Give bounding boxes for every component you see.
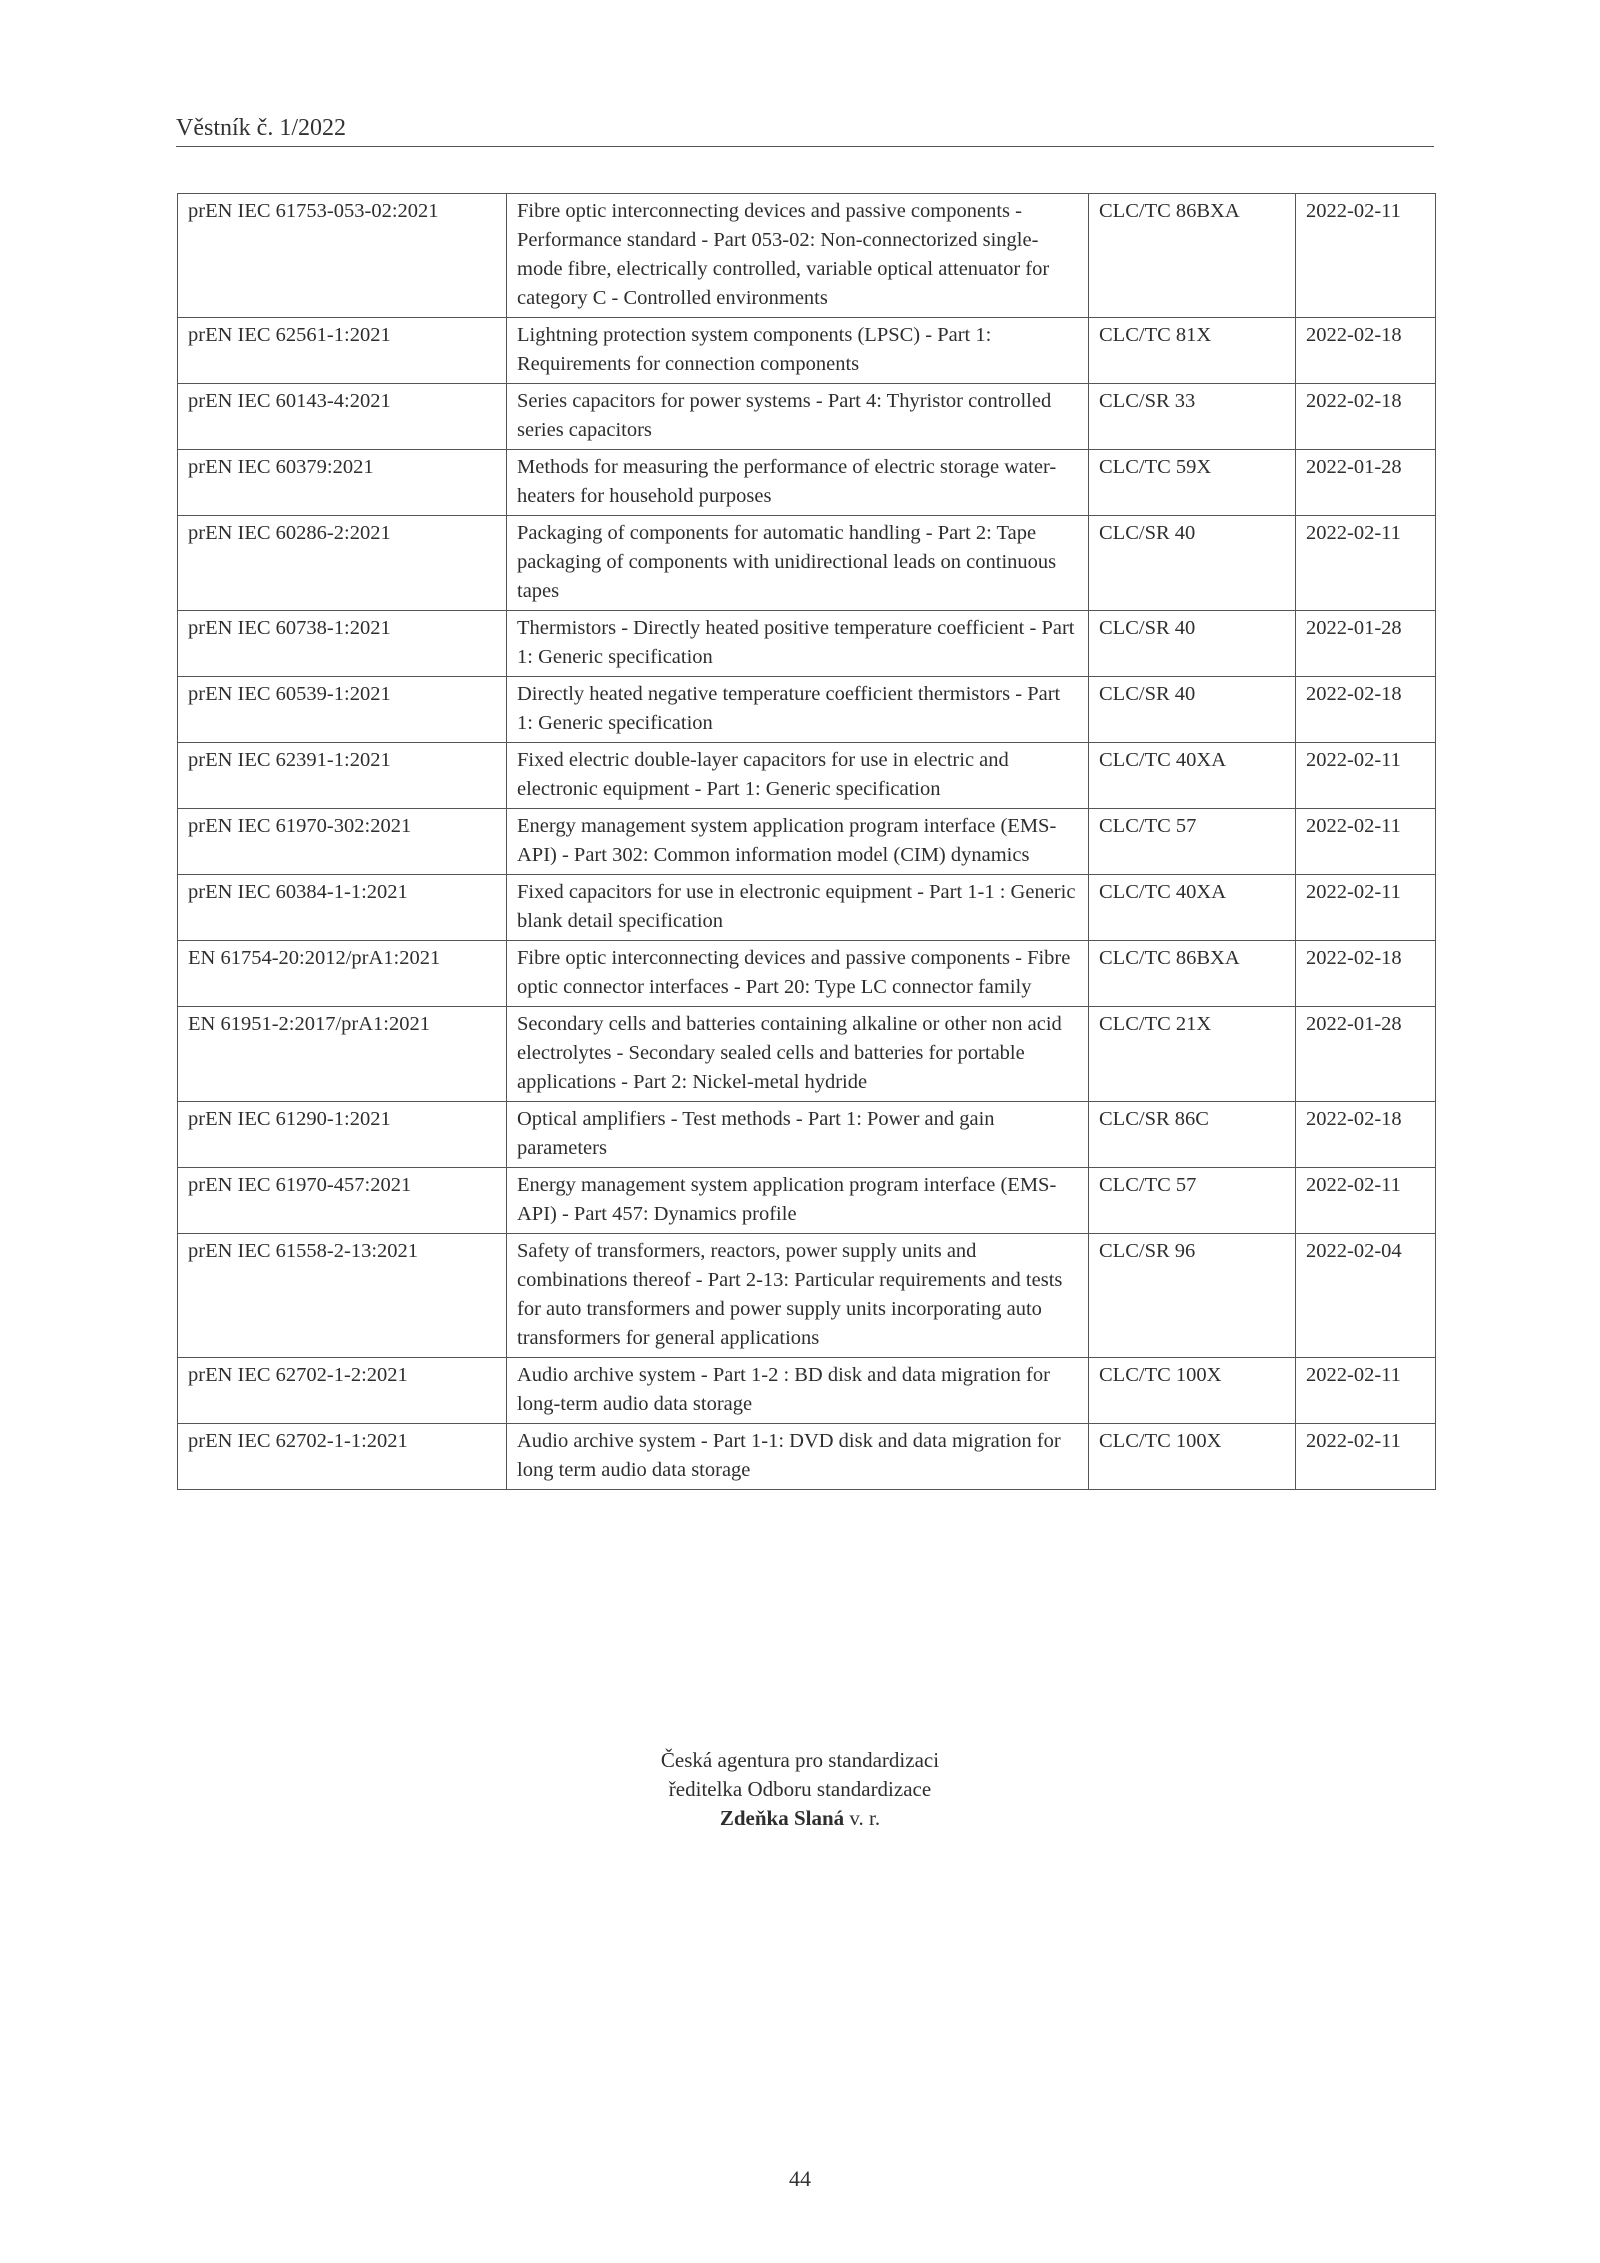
signature-block <box>0 1746 1600 1833</box>
page-header <box>176 112 1434 147</box>
standard-title-cell: Fixed electric double-layer capacitors for use in electric and electronic equipment - Part 1: Generic specification <box>507 743 1089 809</box>
page-number: 44 <box>789 2166 811 2191</box>
deadline-date-cell: 2022-02-11 <box>1296 516 1436 611</box>
standard-title-cell: Audio archive system - Part 1-1: DVD disk and data migration for long term audio data storage <box>507 1424 1089 1490</box>
standard-title-cell: Optical amplifiers - Test methods - Part 1: Power and gain parameters <box>507 1102 1089 1168</box>
standard-code-cell: prEN IEC 60379:2021 <box>178 450 507 516</box>
table-row <box>178 1102 1436 1168</box>
committee-cell: CLC/SR 96 <box>1089 1234 1296 1358</box>
standard-code-cell: prEN IEC 62561-1:2021 <box>178 318 507 384</box>
deadline-date-cell: 2022-02-11 <box>1296 1168 1436 1234</box>
standard-code-cell: prEN IEC 62702-1-2:2021 <box>178 1358 507 1424</box>
standard-code-cell: prEN IEC 60384-1-1:2021 <box>178 875 507 941</box>
standard-title-cell: Lightning protection system components (LPSC) - Part 1: Requirements for connection components <box>507 318 1089 384</box>
deadline-date-cell: 2022-02-18 <box>1296 941 1436 1007</box>
committee-cell: CLC/TC 57 <box>1089 809 1296 875</box>
standard-title-cell: Thermistors - Directly heated positive temperature coefficient - Part 1: Generic specification <box>507 611 1089 677</box>
table-row <box>178 516 1436 611</box>
table-row <box>178 1168 1436 1234</box>
deadline-date-cell: 2022-02-11 <box>1296 809 1436 875</box>
standard-code-cell: EN 61754-20:2012/prA1:2021 <box>178 941 507 1007</box>
table-row <box>178 809 1436 875</box>
table-row <box>178 318 1436 384</box>
deadline-date-cell: 2022-01-28 <box>1296 611 1436 677</box>
signatory-line <box>0 1804 1600 1833</box>
standard-code-cell: prEN IEC 61970-457:2021 <box>178 1168 507 1234</box>
standard-code-cell: prEN IEC 60539-1:2021 <box>178 677 507 743</box>
standard-title-cell: Fibre optic interconnecting devices and passive components - Performance standard - Part 053-02: Non-connectorized single-mode fibre, electrically controlled, variable optical attenuator for category C - Controlled environments <box>507 194 1089 318</box>
standard-title-cell: Safety of transformers, reactors, power supply units and combinations thereof - Part 2-13: Particular requirements and tests for auto transformers and power supply units incorporating auto transformers for general applications <box>507 1234 1089 1358</box>
standards-table-body <box>178 194 1436 1490</box>
table-row <box>178 743 1436 809</box>
standard-title-cell: Secondary cells and batteries containing alkaline or other non acid electrolytes - Secondary sealed cells and batteries for portable applications - Part 2: Nickel-metal hydride <box>507 1007 1089 1102</box>
standard-title-cell: Audio archive system - Part 1-2 : BD disk and data migration for long-term audio data storage <box>507 1358 1089 1424</box>
committee-cell: CLC/SR 40 <box>1089 611 1296 677</box>
standard-title-cell: Energy management system application program interface (EMS-API) - Part 302: Common information model (CIM) dynamics <box>507 809 1089 875</box>
deadline-date-cell: 2022-02-11 <box>1296 1358 1436 1424</box>
deadline-date-cell: 2022-02-18 <box>1296 1102 1436 1168</box>
committee-cell: CLC/SR 33 <box>1089 384 1296 450</box>
committee-cell: CLC/TC 81X <box>1089 318 1296 384</box>
table-row <box>178 875 1436 941</box>
deadline-date-cell: 2022-02-18 <box>1296 677 1436 743</box>
deadline-date-cell: 2022-02-11 <box>1296 743 1436 809</box>
standard-code-cell: prEN IEC 61558-2-13:2021 <box>178 1234 507 1358</box>
deadline-date-cell: 2022-02-11 <box>1296 194 1436 318</box>
table-row <box>178 1234 1436 1358</box>
committee-cell: CLC/TC 59X <box>1089 450 1296 516</box>
bulletin-title: Věstník č. 1/2022 <box>176 115 346 141</box>
table-row <box>178 677 1436 743</box>
signatory-name: Zdeňka Slaná <box>719 1806 845 1830</box>
standard-title-cell: Fixed capacitors for use in electronic equipment - Part 1-1 : Generic blank detail specification <box>507 875 1089 941</box>
standard-code-cell: prEN IEC 62702-1-1:2021 <box>178 1424 507 1490</box>
standard-title-cell: Directly heated negative temperature coefficient thermistors - Part 1: Generic specification <box>507 677 1089 743</box>
table-row <box>178 611 1436 677</box>
table-row <box>178 450 1436 516</box>
standard-title-cell: Series capacitors for power systems - Part 4: Thyristor controlled series capacitors <box>507 384 1089 450</box>
standard-title-cell: Fibre optic interconnecting devices and passive components - Fibre optic connector interfaces - Part 20: Type LC connector family <box>507 941 1089 1007</box>
committee-cell: CLC/SR 40 <box>1089 677 1296 743</box>
committee-cell: CLC/TC 100X <box>1089 1358 1296 1424</box>
signatory-position: ředitelka Odboru standardizace <box>668 1777 932 1801</box>
standard-code-cell: prEN IEC 61753-053-02:2021 <box>178 194 507 318</box>
committee-cell: CLC/SR 40 <box>1089 516 1296 611</box>
committee-cell: CLC/TC 40XA <box>1089 875 1296 941</box>
table-row <box>178 1424 1436 1490</box>
committee-cell: CLC/TC 40XA <box>1089 743 1296 809</box>
standard-title-cell: Energy management system application program interface (EMS-API) - Part 457: Dynamics profile <box>507 1168 1089 1234</box>
committee-cell: CLC/TC 57 <box>1089 1168 1296 1234</box>
standard-code-cell: prEN IEC 62391-1:2021 <box>178 743 507 809</box>
standard-code-cell: prEN IEC 60143-4:2021 <box>178 384 507 450</box>
committee-cell: CLC/TC 100X <box>1089 1424 1296 1490</box>
deadline-date-cell: 2022-02-18 <box>1296 318 1436 384</box>
committee-cell: CLC/TC 86BXA <box>1089 194 1296 318</box>
table-row <box>178 194 1436 318</box>
standard-code-cell: EN 61951-2:2017/prA1:2021 <box>178 1007 507 1102</box>
deadline-date-cell: 2022-02-04 <box>1296 1234 1436 1358</box>
standard-code-cell: prEN IEC 61290-1:2021 <box>178 1102 507 1168</box>
deadline-date-cell: 2022-02-11 <box>1296 875 1436 941</box>
signatory-suffix: v. r. <box>844 1806 881 1830</box>
table-row <box>178 1007 1436 1102</box>
standard-code-cell: prEN IEC 60738-1:2021 <box>178 611 507 677</box>
organization-name: Česká agentura pro standardizaci <box>660 1748 940 1772</box>
committee-cell: CLC/TC 21X <box>1089 1007 1296 1102</box>
standards-table <box>177 193 1436 1490</box>
standard-title-cell: Methods for measuring the performance of electric storage water-heaters for household purposes <box>507 450 1089 516</box>
deadline-date-cell: 2022-02-11 <box>1296 1424 1436 1490</box>
committee-cell: CLC/TC 86BXA <box>1089 941 1296 1007</box>
table-row <box>178 941 1436 1007</box>
committee-cell: CLC/SR 86C <box>1089 1102 1296 1168</box>
deadline-date-cell: 2022-01-28 <box>1296 1007 1436 1102</box>
standard-title-cell: Packaging of components for automatic handling - Part 2: Tape packaging of components with unidirectional leads on continuous tapes <box>507 516 1089 611</box>
deadline-date-cell: 2022-01-28 <box>1296 450 1436 516</box>
table-row <box>178 1358 1436 1424</box>
table-row <box>178 384 1436 450</box>
deadline-date-cell: 2022-02-18 <box>1296 384 1436 450</box>
standard-code-cell: prEN IEC 61970-302:2021 <box>178 809 507 875</box>
standard-code-cell: prEN IEC 60286-2:2021 <box>178 516 507 611</box>
